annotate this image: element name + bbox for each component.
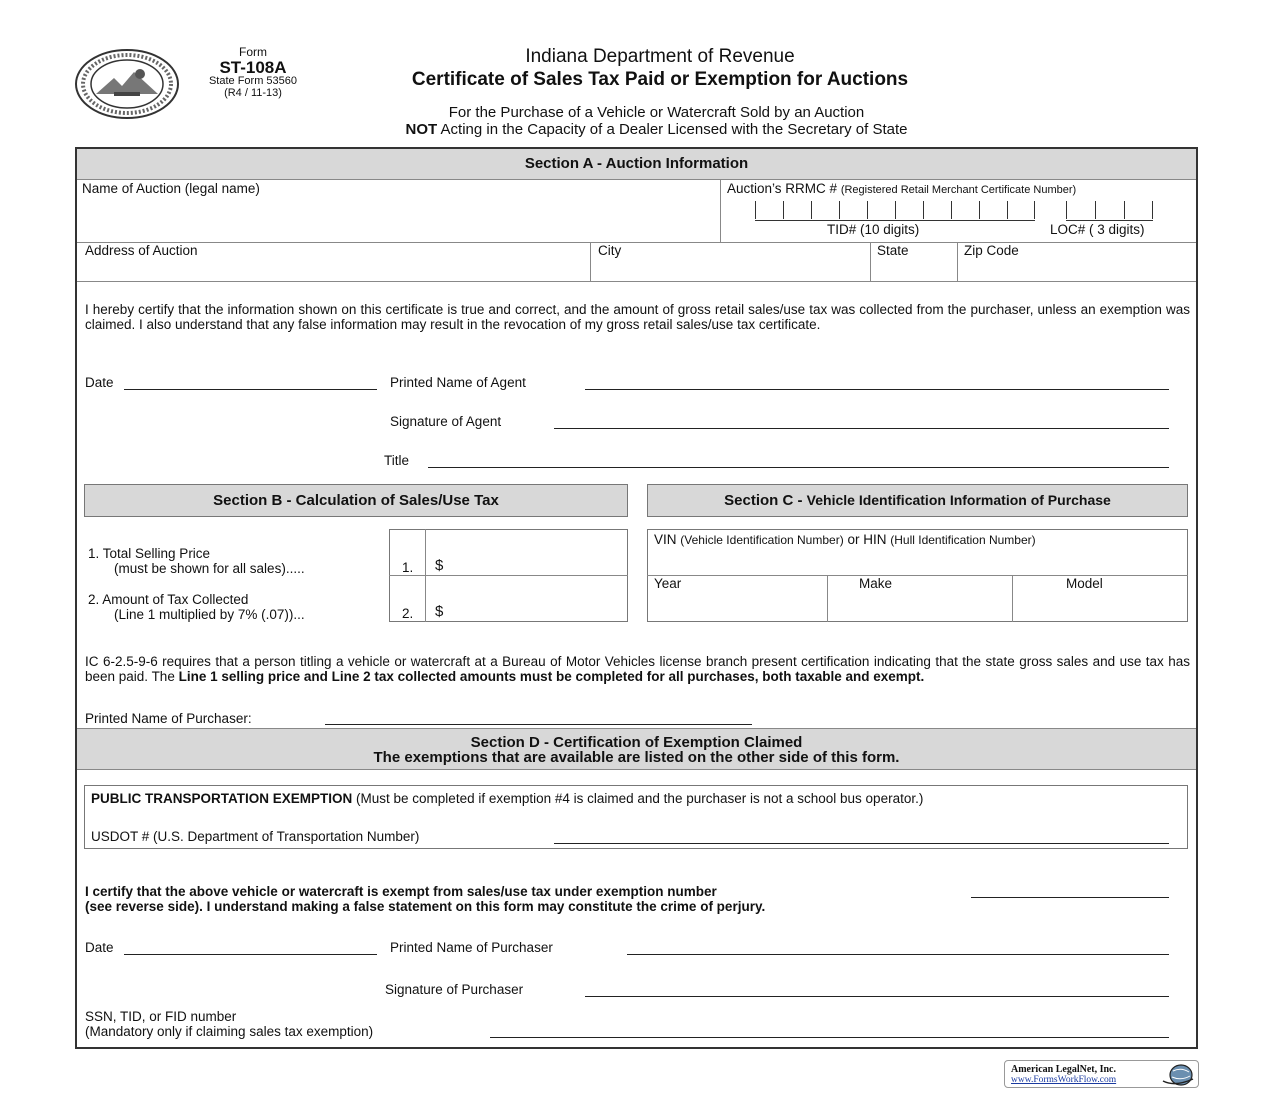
- auction-name-field[interactable]: [82, 181, 712, 241]
- state-form-number: State Form 53560: [208, 75, 298, 88]
- section-b-title: Section B - Calculation of Sales/Use Tax: [213, 492, 499, 509]
- purchaser-date-label: Date: [85, 940, 114, 955]
- ic-notice-text: IC 6-2.5-9-6 requires that a person titling a vehicle or watercraft at a Bureau of Motor Vehicles license branch present certification indicating that the state gross sales and use tax has been paid. The: [85, 654, 1190, 684]
- line-2-note: (Line 1 multiplied by 7% (.07))...: [114, 607, 305, 622]
- signature-purchaser-line[interactable]: [585, 996, 1169, 997]
- subtitle-line-2: [300, 122, 1013, 139]
- exemption-certify-line-2: (see reverse side). I understand making a false statement on this form may constitute the crime of perjury.: [85, 899, 766, 914]
- agent-date-line[interactable]: [124, 389, 377, 390]
- exemption-certify-line-1: I certify that the above vehicle or watercraft is exempt from sales/use tax under exemption number: [85, 884, 717, 899]
- printed-purchaser-line-top[interactable]: [325, 724, 752, 725]
- header: [320, 46, 1000, 91]
- divider: [77, 281, 1196, 282]
- tid-digit-boxes[interactable]: [755, 201, 1035, 221]
- line-2-label-block: [88, 592, 305, 622]
- logo-url[interactable]: www.FormsWorkFlow.com: [1011, 1075, 1117, 1085]
- section-d-header: [77, 728, 1196, 770]
- total-selling-price-input[interactable]: [450, 555, 620, 575]
- tid-label: TID# (10 digits): [827, 222, 920, 237]
- divider: [957, 242, 958, 281]
- line-2-label: 2. Amount of Tax Collected: [88, 592, 249, 607]
- divider: [870, 242, 871, 281]
- ssn-note: (Mandatory only if claiming sales tax exemption): [85, 1024, 374, 1039]
- zip-label: Zip Code: [964, 243, 1019, 258]
- hin-note: (Hull Identification Number): [890, 533, 1036, 547]
- usdot-line[interactable]: [554, 843, 1169, 844]
- line-1-dollar: $: [435, 557, 444, 574]
- line-2-dollar: $: [435, 603, 444, 620]
- state-seal-icon: [74, 48, 180, 120]
- form-word: Form: [239, 45, 267, 59]
- printed-agent-label: Printed Name of Agent: [390, 375, 526, 390]
- model-field[interactable]: [1066, 576, 1184, 620]
- divider: [389, 575, 628, 576]
- year-label: Year: [654, 576, 682, 591]
- printed-purchaser-line[interactable]: [627, 954, 1169, 955]
- exemption-certify-block: [85, 884, 1185, 914]
- divider: [590, 242, 591, 281]
- divider: [827, 575, 828, 622]
- address-label: Address of Auction: [85, 243, 198, 258]
- ic-notice-bold: Line 1 selling price and Line 2 tax collected amounts must be completed for all purchases, both taxable and exempt.: [178, 669, 925, 684]
- section-b-header: [84, 484, 628, 517]
- form-title: Certificate of Sales Tax Paid or Exemption for Auctions: [411, 69, 909, 90]
- exemption-number-line[interactable]: [971, 897, 1169, 898]
- or-hin-label: or HIN: [847, 532, 887, 547]
- usdot-label: USDOT # (U.S. Department of Transportation Number): [91, 829, 420, 844]
- signature-agent-line[interactable]: [554, 428, 1169, 429]
- american-legalnet-logo: [1004, 1060, 1199, 1088]
- rrmc-note: (Registered Retail Merchant Certificate Number): [840, 184, 1077, 196]
- divider: [720, 180, 721, 242]
- auction-name-label: Name of Auction (legal name): [82, 181, 260, 196]
- logo-company: American LegalNet, Inc.: [1011, 1064, 1116, 1075]
- section-c-header: [647, 484, 1188, 517]
- printed-purchaser-label-top: Printed Name of Purchaser:: [85, 711, 252, 726]
- model-label: Model: [1066, 576, 1103, 591]
- globe-icon: [1161, 1063, 1195, 1092]
- address-field[interactable]: [85, 243, 585, 281]
- vin-field[interactable]: [654, 532, 1184, 572]
- agent-certification-text: I hereby certify that the information shown on this certificate is true and correct, and the amount of gross retail sales/use tax was collected from the purchaser, unless an exemption was claimed. I also understand that any false information may result in the revocation of my gross retail sales/use tax certificate.: [85, 302, 1190, 332]
- city-field[interactable]: [598, 243, 866, 281]
- printed-purchaser-label: Printed Name of Purchaser: [390, 940, 553, 955]
- vin-label: VIN: [654, 532, 677, 547]
- rrmc-label-row: [727, 181, 1197, 196]
- loc-label: LOC# ( 3 digits): [1050, 222, 1145, 237]
- agent-title-line[interactable]: [428, 467, 1169, 468]
- zip-field[interactable]: [964, 243, 1194, 281]
- line-1-label-block: [88, 546, 305, 576]
- pte-title: PUBLIC TRANSPORTATION EXEMPTION: [91, 791, 353, 806]
- state-field[interactable]: [877, 243, 955, 281]
- printed-agent-line[interactable]: [585, 389, 1169, 390]
- pte-description: (Must be completed if exemption #4 is claimed and the purchaser is not a school bus operator.): [356, 791, 924, 806]
- pte-text-block: [91, 791, 1181, 806]
- subtitle-line-2-text: Acting in the Capacity of a Dealer Licensed with the Secretary of State: [440, 120, 908, 138]
- vin-note: (Vehicle Identification Number): [680, 533, 844, 547]
- department-name: Indiana Department of Revenue: [525, 46, 795, 67]
- make-label: Make: [859, 576, 893, 591]
- agent-date-label: Date: [85, 375, 114, 390]
- purchaser-date-line[interactable]: [124, 954, 377, 955]
- line-1-number: 1.: [402, 560, 414, 575]
- ssn-line[interactable]: [490, 1037, 1169, 1038]
- form-number: ST-108A: [219, 57, 287, 77]
- tax-collected-input[interactable]: [450, 600, 620, 620]
- city-label: City: [598, 243, 622, 258]
- state-label: State: [877, 243, 909, 258]
- agent-title-label: Title: [384, 453, 410, 468]
- section-a-title: Section A - Auction Information: [524, 155, 749, 172]
- section-d-title: Section D - Certification of Exemption Claimed: [470, 734, 803, 751]
- subtitle-not: NOT: [405, 120, 438, 138]
- loc-digit-boxes[interactable]: [1066, 201, 1153, 221]
- divider: [1012, 575, 1013, 622]
- line-2-number: 2.: [402, 606, 414, 621]
- ssn-label-block: [85, 1009, 373, 1039]
- line-1-label: 1. Total Selling Price: [88, 546, 211, 561]
- section-a-header: [77, 149, 1196, 180]
- rrmc-label: Auction’s RRMC #: [727, 181, 838, 196]
- form-subtitle: [300, 105, 1013, 138]
- subtitle-line-1: For the Purchase of a Vehicle or Watercraft Sold by an Auction: [448, 104, 865, 121]
- signature-agent-label: Signature of Agent: [390, 414, 502, 429]
- section-c-title-bold: Section C -: [724, 492, 803, 509]
- ic-notice: [85, 654, 1190, 684]
- ssn-label: SSN, TID, or FID number: [85, 1009, 237, 1024]
- section-d-subtitle: The exemptions that are available are listed on the other side of this form.: [373, 749, 900, 766]
- form-revision: (R4 / 11-13): [224, 86, 282, 99]
- year-field[interactable]: [654, 576, 822, 620]
- make-field[interactable]: [859, 576, 1009, 620]
- signature-purchaser-label: Signature of Purchaser: [385, 982, 524, 997]
- form-id-block: [188, 46, 318, 100]
- line-1-note: (must be shown for all sales).....: [114, 561, 305, 576]
- section-c-title-rest: Vehicle Identification Information of Purchase: [806, 492, 1111, 508]
